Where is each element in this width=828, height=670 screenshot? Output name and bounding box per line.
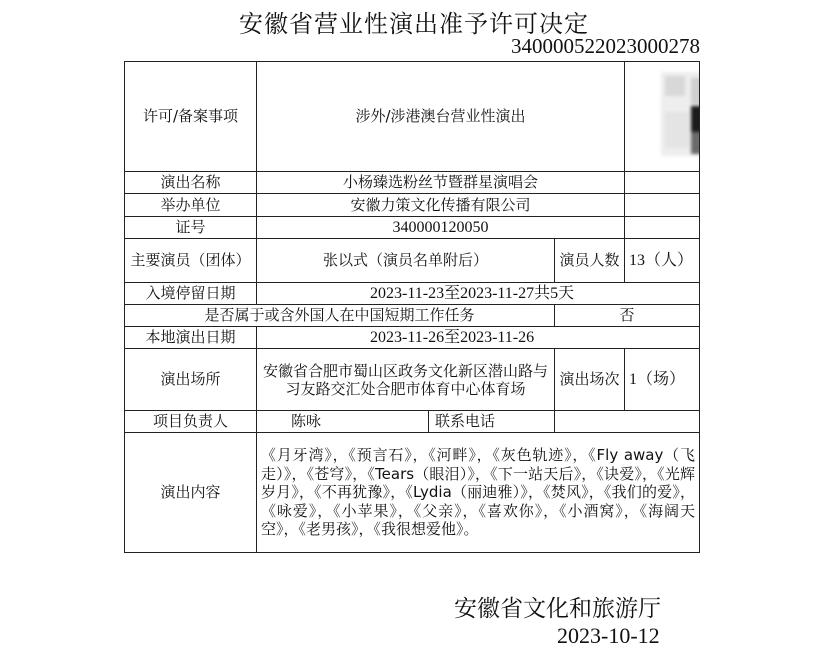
cert-label: 证号: [125, 217, 257, 239]
table-row: [125, 433, 700, 553]
performer-count-label: 演员人数: [555, 239, 625, 283]
table-row: [125, 217, 700, 239]
table-row: [125, 349, 700, 411]
qr-code-icon: [661, 72, 700, 156]
organizer-label: 举办单位: [125, 194, 257, 217]
manager-value: 陈咏: [257, 411, 429, 433]
table-row: [125, 305, 700, 327]
document-title: 安徽省营业性演出准予许可决定: [239, 10, 589, 38]
empty-cell: [625, 172, 700, 194]
table-row: [125, 194, 700, 217]
empty-cell: [625, 194, 700, 217]
performer-count-value: 13（人）: [625, 239, 700, 283]
table-row: [125, 283, 700, 305]
stay-label: 入境停留日期: [125, 283, 257, 305]
venue-label: 演出场所: [125, 349, 257, 411]
content-label: 演出内容: [125, 433, 257, 553]
show-name-label: 演出名称: [125, 172, 257, 194]
cert-value: 340000120050: [257, 217, 625, 239]
table-row: [125, 327, 700, 349]
sessions-value: 1（场）: [625, 349, 700, 411]
empty-cell: [625, 217, 700, 239]
table-row: [125, 62, 700, 172]
license-value: 涉外/涉港澳台营业性演出: [257, 62, 625, 172]
foreign-work-label: 是否属于或含外国人在中国短期工作任务: [125, 305, 555, 327]
venue-value: 安徽省合肥市蜀山区政务文化新区潜山路与习友路交汇处合肥市体育中心体育场: [257, 349, 555, 411]
license-label: 许可/备案事项: [125, 62, 257, 172]
organizer-value: 安徽力策文化传播有限公司: [257, 194, 625, 217]
performer-label: 主要演员（团体）: [125, 239, 257, 283]
document-number: 340000522023000278: [511, 34, 700, 58]
content-value: 《月牙湾》，《预言石》，《河畔》，《灰色轨迹》，《Fly away（飞走）》，《苍穹》，《Tears（眼泪）》，《下一站天后》，《诀爱》，《光辉岁月》，《不再犹豫》，《Lydia（丽迪雅）》，《焚风》，《我们的爱》，《咏爱》，《小苹果》，《父亲》，《喜欢你》，《小酒窝》，《海阔天空》，《老男孩》，《我很想爱他》。: [257, 433, 700, 553]
foreign-work-value: 否: [555, 305, 700, 327]
phone-value: [555, 411, 700, 433]
stay-value: 2023-11-23至2023-11-27共5天: [257, 283, 700, 305]
qr-code-area: [625, 62, 700, 172]
table-row: [125, 172, 700, 194]
sessions-label: 演出场次: [555, 349, 625, 411]
performer-value: 张以式（演员名单附后）: [257, 239, 555, 283]
manager-label: 项目负责人: [125, 411, 257, 433]
table-row: [125, 239, 700, 283]
table-row: [125, 411, 700, 433]
phone-label: 联系电话: [429, 411, 555, 433]
show-name-value: 小杨臻选粉丝节暨群星演唱会: [257, 172, 625, 194]
local-date-label: 本地演出日期: [125, 327, 257, 349]
issuing-authority: 安徽省文化和旅游厅: [454, 596, 661, 622]
license-table: [124, 61, 700, 553]
issue-date: 2023-10-12: [557, 623, 660, 648]
local-date-value: 2023-11-26至2023-11-26: [257, 327, 700, 349]
